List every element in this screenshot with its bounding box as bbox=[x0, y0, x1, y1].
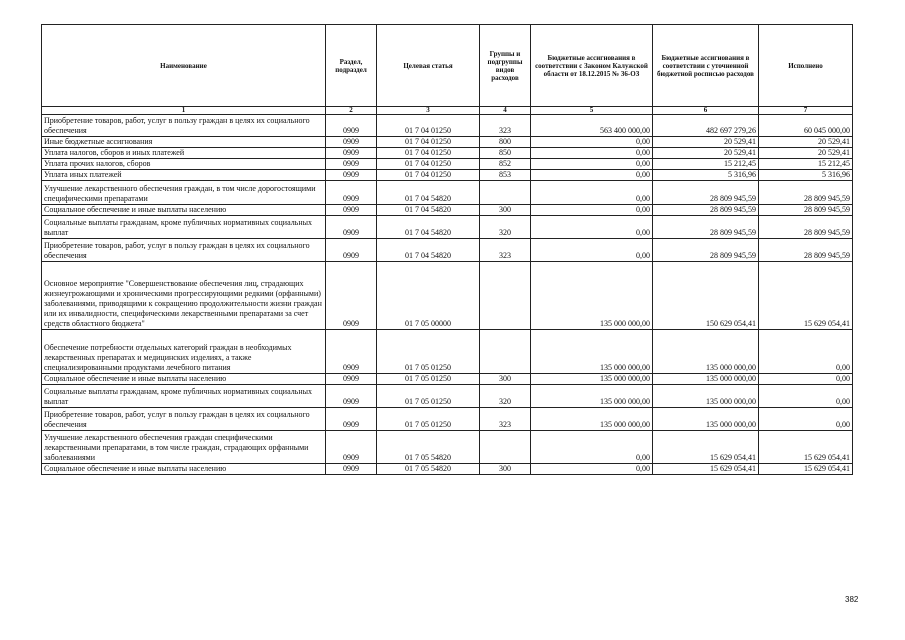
row-refined-budget: 482 697 279,26 bbox=[653, 115, 759, 137]
row-executed: 28 809 945,59 bbox=[759, 181, 853, 205]
row-executed: 0,00 bbox=[759, 374, 853, 385]
row-expense-group: 323 bbox=[480, 115, 531, 137]
table-row bbox=[42, 181, 853, 205]
row-name: Социальное обеспечение и иные выплаты населению bbox=[42, 464, 326, 475]
row-refined-budget: 28 809 945,59 bbox=[653, 181, 759, 205]
row-executed: 0,00 bbox=[759, 385, 853, 408]
row-law-budget: 0,00 bbox=[531, 431, 653, 464]
row-section: 0909 bbox=[326, 374, 377, 385]
row-refined-budget: 135 000 000,00 bbox=[653, 408, 759, 431]
row-section: 0909 bbox=[326, 148, 377, 159]
row-target-code: 01 7 04 54820 bbox=[377, 239, 480, 262]
table-row bbox=[42, 159, 853, 170]
row-refined-budget: 20 529,41 bbox=[653, 137, 759, 148]
row-section: 0909 bbox=[326, 170, 377, 181]
table-row bbox=[42, 170, 853, 181]
column-number: 1 bbox=[42, 107, 326, 115]
row-target-code: 01 7 05 54820 bbox=[377, 464, 480, 475]
row-refined-budget: 15 212,45 bbox=[653, 159, 759, 170]
row-section: 0909 bbox=[326, 262, 377, 330]
table-row bbox=[42, 408, 853, 431]
row-target-code: 01 7 04 01250 bbox=[377, 115, 480, 137]
row-target-code: 01 7 05 01250 bbox=[377, 374, 480, 385]
row-name: Социальное обеспечение и иные выплаты населению bbox=[42, 205, 326, 216]
row-refined-budget: 15 629 054,41 bbox=[653, 431, 759, 464]
row-name: Основное мероприятие "Совершенствование обеспечения лиц, страдающих жизнеугрожающими и хроническими прогрессирующими редкими (орфанными) заболеваниями, приводящими к сокращению продолжительности жизни граждан или их инвалидности, специфическими лекарственными препаратами за счет средств областного бюджета" bbox=[42, 262, 326, 330]
row-target-code: 01 7 05 01250 bbox=[377, 408, 480, 431]
row-section: 0909 bbox=[326, 159, 377, 170]
row-section: 0909 bbox=[326, 431, 377, 464]
row-executed: 15 629 054,41 bbox=[759, 262, 853, 330]
row-law-budget: 135 000 000,00 bbox=[531, 262, 653, 330]
row-refined-budget: 28 809 945,59 bbox=[653, 216, 759, 239]
row-law-budget: 0,00 bbox=[531, 181, 653, 205]
row-expense-group bbox=[480, 181, 531, 205]
row-law-budget: 135 000 000,00 bbox=[531, 330, 653, 374]
row-expense-group: 320 bbox=[480, 216, 531, 239]
column-number: 2 bbox=[326, 107, 377, 115]
row-executed: 28 809 945,59 bbox=[759, 205, 853, 216]
row-target-code: 01 7 05 00000 bbox=[377, 262, 480, 330]
row-expense-group: 800 bbox=[480, 137, 531, 148]
row-refined-budget: 150 629 054,41 bbox=[653, 262, 759, 330]
table-row bbox=[42, 330, 853, 374]
table-row bbox=[42, 385, 853, 408]
row-section: 0909 bbox=[326, 181, 377, 205]
row-target-code: 01 7 04 01250 bbox=[377, 170, 480, 181]
column-number: 6 bbox=[653, 107, 759, 115]
row-law-budget: 0,00 bbox=[531, 205, 653, 216]
row-executed: 15 629 054,41 bbox=[759, 464, 853, 475]
row-target-code: 01 7 04 01250 bbox=[377, 148, 480, 159]
row-executed: 28 809 945,59 bbox=[759, 239, 853, 262]
table-row bbox=[42, 239, 853, 262]
row-law-budget: 135 000 000,00 bbox=[531, 408, 653, 431]
table-row bbox=[42, 431, 853, 464]
row-executed: 0,00 bbox=[759, 330, 853, 374]
table-row bbox=[42, 137, 853, 148]
row-expense-group: 323 bbox=[480, 239, 531, 262]
row-section: 0909 bbox=[326, 385, 377, 408]
row-name: Социальное обеспечение и иные выплаты населению bbox=[42, 374, 326, 385]
row-expense-group: 300 bbox=[480, 205, 531, 216]
column-number: 3 bbox=[377, 107, 480, 115]
budget-execution-table bbox=[41, 24, 853, 475]
table-row bbox=[42, 205, 853, 216]
row-refined-budget: 20 529,41 bbox=[653, 148, 759, 159]
column-number: 4 bbox=[480, 107, 531, 115]
row-expense-group: 323 bbox=[480, 408, 531, 431]
row-law-budget: 0,00 bbox=[531, 137, 653, 148]
row-executed: 0,00 bbox=[759, 408, 853, 431]
row-target-code: 01 7 04 01250 bbox=[377, 159, 480, 170]
column-number-row bbox=[42, 107, 853, 115]
row-target-code: 01 7 04 54820 bbox=[377, 181, 480, 205]
row-law-budget: 135 000 000,00 bbox=[531, 374, 653, 385]
row-section: 0909 bbox=[326, 408, 377, 431]
row-executed: 15 212,45 bbox=[759, 159, 853, 170]
row-executed: 5 316,96 bbox=[759, 170, 853, 181]
row-refined-budget: 28 809 945,59 bbox=[653, 239, 759, 262]
table-row bbox=[42, 262, 853, 330]
column-number: 5 bbox=[531, 107, 653, 115]
row-expense-group: 300 bbox=[480, 374, 531, 385]
row-target-code: 01 7 05 01250 bbox=[377, 330, 480, 374]
row-refined-budget: 135 000 000,00 bbox=[653, 385, 759, 408]
row-name: Иные бюджетные ассигнования bbox=[42, 137, 326, 148]
row-law-budget: 0,00 bbox=[531, 148, 653, 159]
header-refined-budget: Бюджетные ассигнования в соответствии с уточненной бюджетной росписью расходов bbox=[653, 25, 759, 107]
row-refined-budget: 5 316,96 bbox=[653, 170, 759, 181]
row-law-budget: 0,00 bbox=[531, 216, 653, 239]
row-refined-budget: 135 000 000,00 bbox=[653, 374, 759, 385]
row-executed: 60 045 000,00 bbox=[759, 115, 853, 137]
row-law-budget: 135 000 000,00 bbox=[531, 385, 653, 408]
page-number: 382 bbox=[845, 595, 859, 604]
row-expense-group bbox=[480, 431, 531, 464]
row-expense-group: 853 bbox=[480, 170, 531, 181]
row-executed: 20 529,41 bbox=[759, 148, 853, 159]
row-law-budget: 0,00 bbox=[531, 239, 653, 262]
row-target-code: 01 7 04 01250 bbox=[377, 137, 480, 148]
budget-table-container bbox=[41, 24, 853, 475]
row-target-code: 01 7 04 54820 bbox=[377, 216, 480, 239]
row-expense-group: 320 bbox=[480, 385, 531, 408]
row-section: 0909 bbox=[326, 137, 377, 148]
row-name: Социальные выплаты гражданам, кроме публичных нормативных социальных выплат bbox=[42, 216, 326, 239]
row-section: 0909 bbox=[326, 239, 377, 262]
row-section: 0909 bbox=[326, 216, 377, 239]
header-executed: Исполнено bbox=[759, 25, 853, 107]
header-section: Раздел, подраздел bbox=[326, 25, 377, 107]
row-expense-group: 852 bbox=[480, 159, 531, 170]
row-name: Улучшение лекарственного обеспечения граждан, в том числе дорогостоящими специфическими препаратами bbox=[42, 181, 326, 205]
row-name: Уплата прочих налогов, сборов bbox=[42, 159, 326, 170]
row-name: Приобретение товаров, работ, услуг в пользу граждан в целях их социального обеспечения bbox=[42, 239, 326, 262]
row-law-budget: 0,00 bbox=[531, 170, 653, 181]
header-name: Наименование bbox=[42, 25, 326, 107]
row-name: Обеспечение потребности отдельных категорий граждан в необходимых лекарственных препаратах и медицинских изделиях, а также специализированными продуктами лечебного питания bbox=[42, 330, 326, 374]
row-name: Социальные выплаты гражданам, кроме публичных нормативных социальных выплат bbox=[42, 385, 326, 408]
row-name: Уплата налогов, сборов и иных платежей bbox=[42, 148, 326, 159]
row-expense-group: 850 bbox=[480, 148, 531, 159]
row-executed: 28 809 945,59 bbox=[759, 216, 853, 239]
row-expense-group: 300 bbox=[480, 464, 531, 475]
table-row bbox=[42, 374, 853, 385]
row-refined-budget: 15 629 054,41 bbox=[653, 464, 759, 475]
header-row bbox=[42, 25, 853, 107]
row-name: Приобретение товаров, работ, услуг в пользу граждан в целях их социального обеспечения bbox=[42, 408, 326, 431]
row-target-code: 01 7 05 01250 bbox=[377, 385, 480, 408]
table-row bbox=[42, 216, 853, 239]
row-section: 0909 bbox=[326, 115, 377, 137]
table-row bbox=[42, 115, 853, 137]
row-law-budget: 563 400 000,00 bbox=[531, 115, 653, 137]
row-law-budget: 0,00 bbox=[531, 159, 653, 170]
row-executed: 15 629 054,41 bbox=[759, 431, 853, 464]
header-groups: Группы и подгруппы видов расходов bbox=[480, 25, 531, 107]
row-section: 0909 bbox=[326, 464, 377, 475]
row-refined-budget: 28 809 945,59 bbox=[653, 205, 759, 216]
row-expense-group bbox=[480, 262, 531, 330]
table-row bbox=[42, 464, 853, 475]
column-number: 7 bbox=[759, 107, 853, 115]
table-row bbox=[42, 148, 853, 159]
row-name: Уплата иных платежей bbox=[42, 170, 326, 181]
row-section: 0909 bbox=[326, 205, 377, 216]
row-target-code: 01 7 05 54820 bbox=[377, 431, 480, 464]
row-executed: 20 529,41 bbox=[759, 137, 853, 148]
row-name: Улучшение лекарственного обеспечения граждан специфическими лекарственными препаратами, в том числе граждан, страдающих орфанными заболеваниями bbox=[42, 431, 326, 464]
row-expense-group bbox=[480, 330, 531, 374]
row-target-code: 01 7 04 54820 bbox=[377, 205, 480, 216]
row-law-budget: 0,00 bbox=[531, 464, 653, 475]
row-refined-budget: 135 000 000,00 bbox=[653, 330, 759, 374]
row-section: 0909 bbox=[326, 330, 377, 374]
header-law-budget: Бюджетные ассигнования в соответствии с Законом Калужской области от 18.12.2015 № 36-ОЗ bbox=[531, 25, 653, 107]
row-name: Приобретение товаров, работ, услуг в пользу граждан в целях их социального обеспечения bbox=[42, 115, 326, 137]
header-target: Целевая статья bbox=[377, 25, 480, 107]
